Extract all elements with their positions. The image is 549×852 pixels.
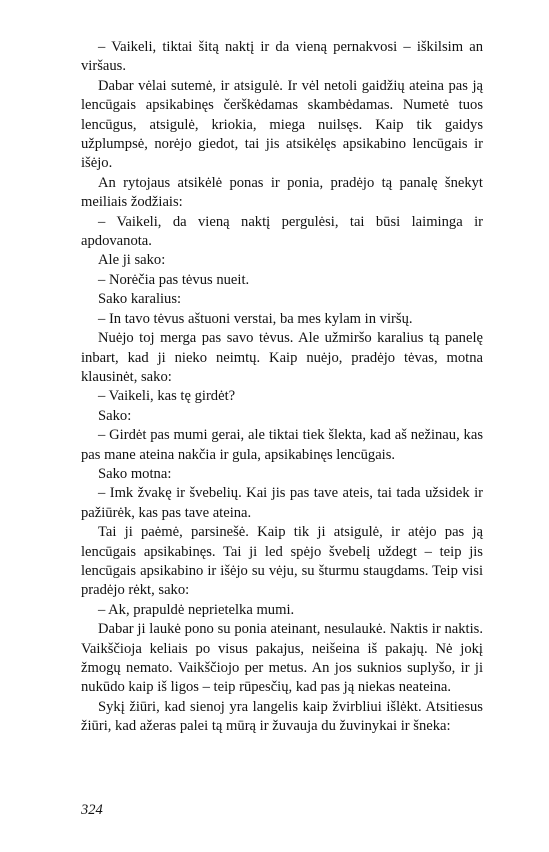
paragraph: – In tavo tėvus aštuoni verstai, ba mes kylam in viršų. (98, 310, 413, 327)
paragraph: Sako karalius: (98, 291, 182, 308)
paragraph: – Girdėt pas mumi gerai, ale tiktai tiek šlekta, kad aš nežinau, kas pas mane ateina nakčia ir gula, apsikabinęs lencūgais. (81, 427, 483, 463)
book-page (81, 38, 483, 818)
paragraph: – Ak, prapuldė neprietelka mumi. (98, 601, 295, 618)
paragraph: An rytojaus atsikėlė ponas ir ponia, pradėjo tą panalę šnekyt meiliais žodžiais: (81, 174, 483, 211)
paragraph: Nuėjo toj merga pas savo tėvus. Ale užmiršo karalius tą panelę inbart, kad ji nieko neimtų. Kaip nuėjo, pradėjo tėvas, motna klausinėt, sako: (81, 330, 483, 385)
paragraph: Ale ji sako: (98, 252, 166, 269)
paragraph: Sako: (98, 407, 132, 424)
paragraph: Dabar vėlai sutemė, ir atsigulė. Ir vėl netoli gaidžių ateina pas ją lencūgais apsikabinęs čerškėdamas skambėdamas. Numetė tuos lencūgus, atsigulė, kriokia, miega nuilsęs. Kaip tik gaidys užplumpsė, norėjo giedot, tai jis atsikėlęs apsikabino lencūgais ir išėjo. (81, 77, 483, 172)
page-number: 324 (81, 802, 103, 818)
paragraph: Sako motna: (98, 465, 172, 482)
paragraph: Sykį žiūri, kad sienoj yra langelis kaip žvirbliui išlėkt. Atsitiesus žiūri, kad ažeras palei tą mūrą ir žuvauja du žuvinykai ir šneka: (81, 698, 483, 735)
body-text (81, 38, 483, 737)
paragraph: – Vaikeli, da vieną naktį pergulėsi, tai būsi laiminga ir apdovanota. (81, 213, 483, 250)
paragraph: – Imk žvakę ir švebelių. Kai jis pas tave ateis, tai tada užsidek ir pažiūrėk, kas pas tave ateina. (81, 485, 483, 521)
paragraph: Tai ji paėmė, parsinešė. Kaip tik ji atsigulė, ir atėjo pas ją lencūgais apsikabinęs. Tai ji led spėjo švebelį uždegt – teip jis lencūgais apsikabino ir išėjo su vėju, su šturmu staugdams. Teip visi pradėjo rėkt, sako: (81, 524, 483, 599)
paragraph: – Vaikeli, tiktai šitą naktį ir da vieną pernakvosi – iškilsim an viršaus. (81, 39, 483, 75)
paragraph: Dabar ji laukė pono su ponia ateinant, nesulaukė. Naktis ir naktis. Vaikščioja keliais po visus pakajus, neišeina iš pakajų. Nė jokį žmogų nemato. Vaikščiojo per metus. An jos suknios suplyšo, ir ji nukūdo kaip iš ligos – teip rūpesčių, kad pas ją niekas neateina. (81, 621, 483, 696)
paragraph: – Vaikeli, kas tę girdėt? (98, 388, 236, 405)
paragraph: – Norėčia pas tėvus nueit. (98, 271, 250, 288)
